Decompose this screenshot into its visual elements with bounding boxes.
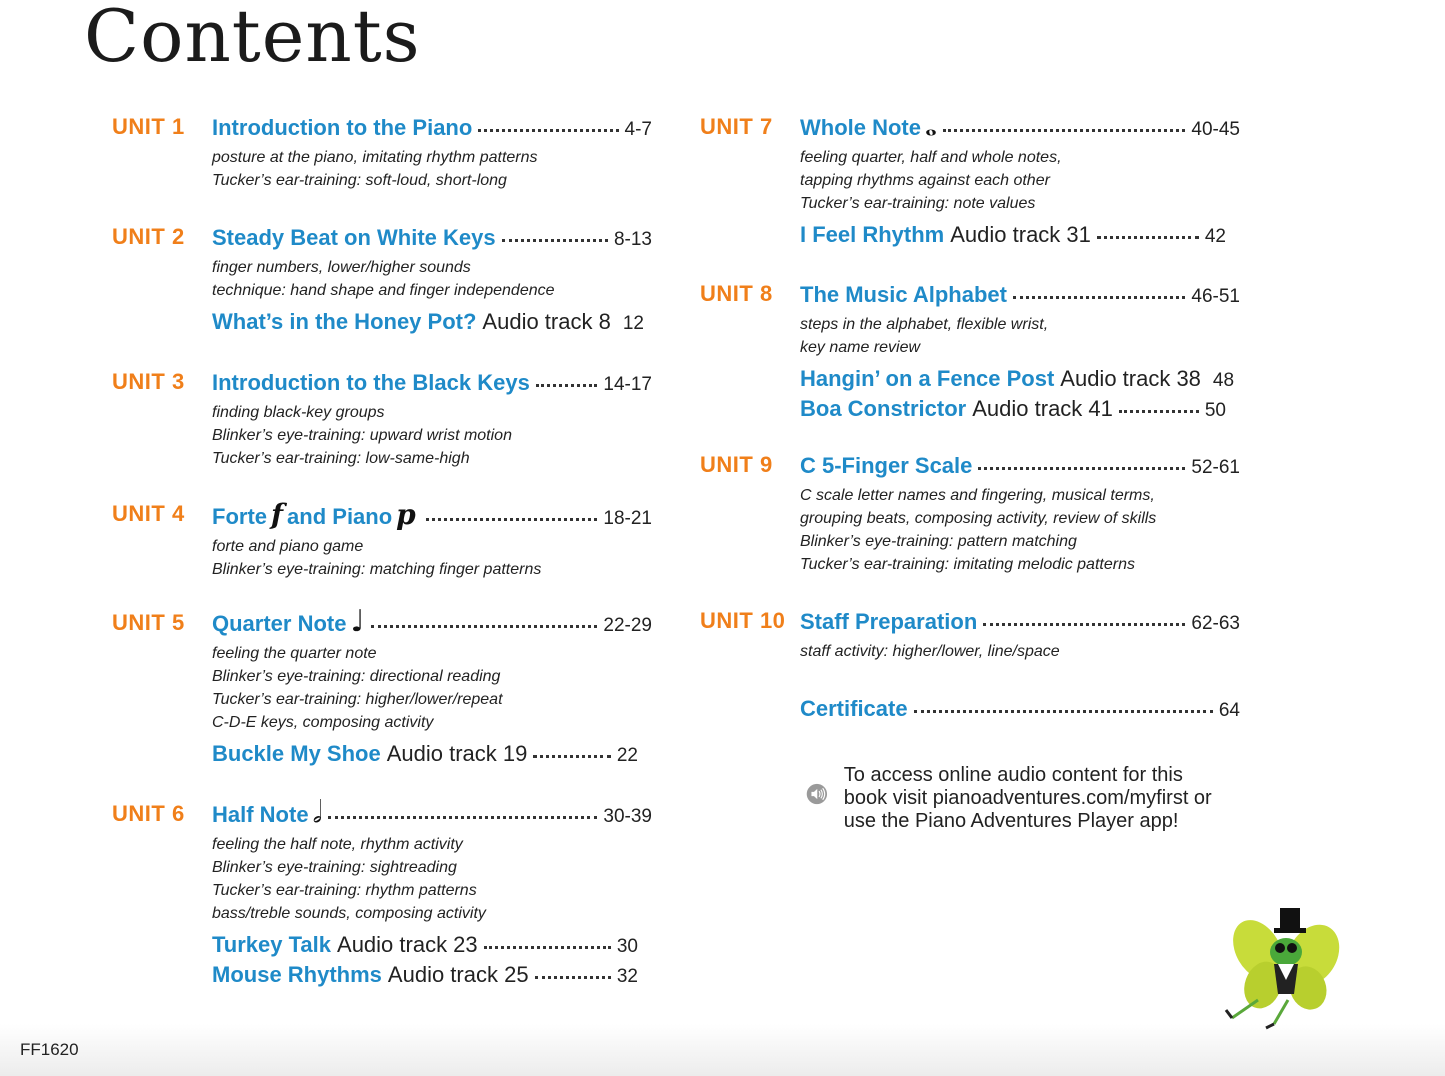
quarter-note-icon: ♩ (350, 604, 365, 639)
unit-title: Half Note (212, 802, 309, 827)
leader-dots (478, 111, 618, 132)
page-title: Contents (84, 0, 421, 78)
description-line: technique: hand shape and finger independence (212, 282, 555, 299)
unit-title: Introduction to the Piano (212, 115, 473, 140)
page-range: 22-29 (603, 615, 652, 636)
audio-track: Audio track 19 (386, 741, 528, 766)
description-line: Tucker’s ear-training: imitating melodic patterns (800, 556, 1135, 573)
unit-description (800, 640, 1240, 663)
unit-title-line[interactable] (212, 604, 652, 640)
description-line: Tucker’s ear-training: note values (800, 195, 1036, 212)
description-line: staff activity: higher/lower, line/space (800, 643, 1060, 660)
piece-line[interactable] (212, 961, 638, 991)
unit-description (800, 313, 1240, 359)
audio-track: Audio track 8 (482, 309, 611, 334)
unit-title-line[interactable] (800, 281, 1240, 311)
description-line: finding black-key groups (212, 404, 385, 421)
page-range: 40-45 (1191, 119, 1240, 140)
half-note-icon: 𝅗𝅥 (312, 795, 323, 830)
unit-title-line[interactable] (212, 369, 652, 399)
leader-dots (914, 692, 1213, 713)
piano-symbol-icon: p (396, 498, 416, 531)
description-line: Blinker’s eye-training: sightreading (212, 859, 457, 876)
leader-dots (371, 607, 598, 628)
page-range: 46-51 (1191, 286, 1240, 307)
description-line: Blinker’s eye-training: pattern matching (800, 533, 1077, 550)
piece-line[interactable] (212, 308, 644, 338)
piece-page: 48 (1212, 370, 1235, 391)
unit-description (212, 256, 652, 302)
piece-title: I Feel Rhythm (800, 222, 945, 247)
forte-symbol-icon: f (271, 498, 284, 531)
audio-info (806, 764, 1226, 833)
unit-title: C 5-Finger Scale (800, 453, 973, 478)
leader-dots (943, 111, 1185, 132)
page-range: 18-21 (603, 508, 652, 529)
description-line: bass/treble sounds, composing activity (212, 905, 486, 922)
unit-description (212, 833, 652, 925)
unit-title-part: Forte (212, 504, 267, 529)
certificate-line[interactable] (800, 695, 1240, 725)
footer-code: FF1620 (20, 1040, 79, 1059)
leader-dots (978, 449, 1185, 470)
unit-label: UNIT 8 (700, 281, 773, 306)
page-range: 14-17 (603, 374, 652, 395)
piece-page: 42 (1204, 226, 1226, 247)
leader-dots (484, 928, 611, 949)
unit-label: UNIT 6 (112, 801, 185, 826)
audio-track: Audio track 31 (950, 222, 1091, 247)
description-line: feeling quarter, half and whole notes, (800, 149, 1062, 166)
description-line: key name review (800, 339, 921, 356)
audio-info-text: To access online audio content for this book visit pianoadventures.com/myfirst or use the Piano Adventures Player app! (843, 764, 1212, 832)
audio-track: Audio track 41 (972, 396, 1113, 421)
description-line: Blinker’s eye-training: directional reading (212, 668, 501, 685)
description-line: Blinker’s eye-training: matching finger patterns (212, 561, 542, 578)
description-line: tapping rhythms against each other (800, 172, 1050, 189)
piece-title: Boa Constrictor (800, 396, 967, 421)
leader-dots (328, 798, 597, 819)
unit-title: Whole Note (800, 115, 921, 140)
unit-title-line[interactable] (212, 224, 652, 254)
footer-band (0, 1024, 1445, 1076)
description-line: C-D-E keys, composing activity (212, 714, 434, 731)
description-line: Tucker’s ear-training: low-same-high (212, 450, 470, 467)
leader-dots (1097, 218, 1199, 239)
description-line: grouping beats, composing activity, review of skills (800, 510, 1157, 527)
piece-title: What’s in the Honey Pot? (212, 309, 477, 334)
unit-title-line[interactable] (212, 114, 652, 144)
page-range: 8-13 (613, 229, 652, 250)
unit-description (212, 535, 652, 581)
leader-dots (1119, 392, 1199, 413)
unit-title: Staff Preparation (800, 609, 978, 634)
piece-title: Buckle My Shoe (212, 741, 381, 766)
unit-description (800, 484, 1240, 576)
whole-note-icon: 𝅝 (925, 108, 937, 143)
unit-title-line[interactable] (800, 608, 1240, 638)
description-line: Tucker’s ear-training: soft-loud, short-long (212, 172, 507, 189)
unit-label: UNIT 1 (112, 114, 185, 139)
piece-line[interactable] (800, 395, 1226, 425)
piece-page: 32 (616, 966, 638, 987)
unit-title-line[interactable] (212, 498, 652, 533)
audio-track: Audio track 23 (337, 932, 478, 957)
page-range: 62-63 (1191, 613, 1240, 634)
unit-title-part: and Piano (287, 504, 393, 529)
page-range: 4-7 (624, 119, 652, 140)
leader-dots (1013, 278, 1185, 299)
unit-title-line[interactable] (800, 108, 1240, 144)
description-line: posture at the piano, imitating rhythm patterns (212, 149, 538, 166)
page-range: 52-61 (1191, 457, 1240, 478)
description-line: steps in the alphabet, flexible wrist, (800, 316, 1049, 333)
unit-title-line[interactable] (212, 795, 652, 831)
description-line: Tucker’s ear-training: rhythm patterns (212, 882, 477, 899)
piece-page: 50 (1204, 400, 1226, 421)
piece-line[interactable] (800, 365, 1235, 395)
cricket-mascot-icon (1218, 900, 1348, 1030)
piece-page: 22 (616, 745, 638, 766)
speaker-icon (806, 764, 828, 824)
unit-label: UNIT 4 (112, 501, 185, 526)
unit-label: UNIT 9 (700, 452, 773, 477)
unit-description (800, 146, 1240, 215)
description-line: Tucker’s ear-training: higher/lower/repeat (212, 691, 503, 708)
unit-title-line[interactable] (800, 452, 1240, 482)
description-line: forte and piano game (212, 538, 364, 555)
piece-page: 12 (622, 313, 644, 334)
unit-title: Introduction to the Black Keys (212, 370, 530, 395)
description-line: C scale letter names and fingering, musical terms, (800, 487, 1155, 504)
unit-description (212, 401, 652, 470)
description-line: Blinker’s eye-training: upward wrist motion (212, 427, 512, 444)
piece-line[interactable] (800, 221, 1226, 251)
unit-title: Quarter Note (212, 611, 347, 636)
piece-line[interactable] (212, 931, 638, 961)
piece-title: Mouse Rhythms (212, 962, 382, 987)
description-line: finger numbers, lower/higher sounds (212, 259, 471, 276)
description-line: feeling the quarter note (212, 645, 377, 662)
unit-description (212, 642, 652, 734)
piece-line[interactable] (212, 740, 638, 770)
leader-dots (535, 958, 611, 979)
audio-track: Audio track 25 (387, 962, 529, 987)
leader-dots (502, 221, 608, 242)
leader-dots (983, 605, 1185, 626)
piece-page: 30 (616, 936, 638, 957)
leader-dots (426, 500, 598, 521)
piece-title: Hangin’ on a Fence Post (800, 366, 1055, 391)
unit-label: UNIT 10 (700, 608, 786, 633)
leader-dots (533, 737, 611, 758)
piece-title: Turkey Talk (212, 932, 332, 957)
unit-label: UNIT 5 (112, 610, 185, 635)
unit-label: UNIT 7 (700, 114, 773, 139)
certificate-page: 64 (1218, 700, 1240, 721)
description-line: feeling the half note, rhythm activity (212, 836, 463, 853)
certificate-title: Certificate (800, 696, 908, 721)
leader-dots (536, 366, 598, 387)
unit-title: The Music Alphabet (800, 282, 1007, 307)
audio-track: Audio track 38 (1060, 366, 1201, 391)
page-range: 30-39 (603, 806, 652, 827)
unit-label: UNIT 2 (112, 224, 185, 249)
unit-label: UNIT 3 (112, 369, 185, 394)
unit-description (212, 146, 652, 192)
unit-title: Steady Beat on White Keys (212, 225, 496, 250)
